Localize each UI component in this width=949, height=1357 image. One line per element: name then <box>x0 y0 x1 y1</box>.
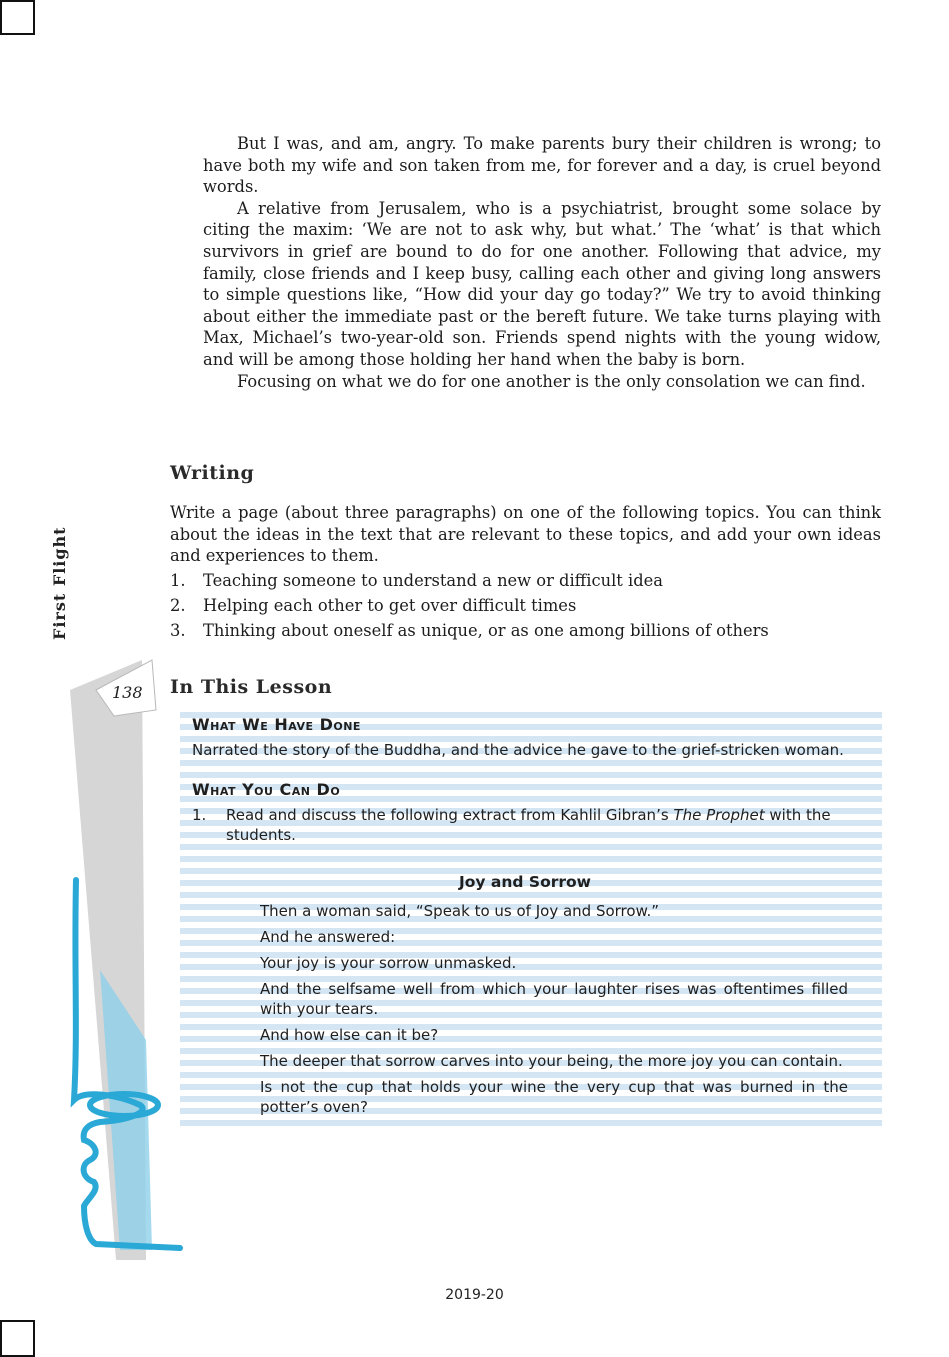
face-illustration <box>60 650 190 1260</box>
poem-line: Then a woman said, “Speak to us of Joy and Sorrow.” <box>260 902 660 920</box>
poem-line: And he answered: <box>260 928 396 946</box>
page-number: 138 <box>112 683 143 702</box>
lesson-heading: In This Lesson <box>170 676 333 698</box>
poem-line: And how else can it be? <box>260 1026 439 1044</box>
list-item <box>170 568 881 593</box>
activity-item <box>192 805 858 845</box>
story-paragraph: Focusing on what we do for one another is the only consolation we can find. <box>237 371 866 391</box>
story-text <box>203 133 881 392</box>
activity-text-before: Read and discuss the following extract from Kahlil Gibran’s <box>226 806 674 824</box>
crop-mark-bottom <box>0 1320 35 1357</box>
topic-list <box>170 568 881 643</box>
poem-line: And the selfsame well from which your laughter rises was oftentimes filled with your tears. <box>260 980 848 1018</box>
poem-line: Your joy is your sorrow unmasked. <box>260 954 517 972</box>
writing-intro: Write a page (about three paragraphs) on one of the following topics. You can think about the ideas in the text that are relevant to these topics, and add your own ideas and experiences to them. <box>170 503 881 566</box>
poem-line: Is not the cup that holds your wine the very cup that was burned in the potter’s oven? <box>260 1078 848 1116</box>
activity-text <box>226 805 858 845</box>
story-paragraph: A relative from Jerusalem, who is a psychiatrist, brought some solace by citing the maxim: ‘We are not to ask why, but what.’ The ‘what’ is that which survivors in grief are bound to do for one another. Following that advice, my family, close friends and I keep busy, calling each other and giving long answers to simple questions like, “How did your day go today?” We try to avoid thinking about either the immediate past or the bereft future. We take turns playing with Max, Michael’s two-year-old son. Friends spend nights with the young widow, and will be among those holding her hand when the baby is born. <box>203 198 881 369</box>
can-do-title: What You Can Do <box>192 780 341 799</box>
footer-year: 2019-20 <box>445 1287 504 1303</box>
topic-text: Thinking about oneself as unique, or as one among billions of others <box>203 621 769 640</box>
lesson-content <box>192 715 858 1123</box>
poem-line: The deeper that sorrow carves into your being, the more joy you can contain. <box>260 1052 843 1070</box>
activity-text-after: with the students. <box>226 806 831 844</box>
crop-mark-top <box>0 0 35 35</box>
story-paragraph: But I was, and am, angry. To make parents bury their children is wrong; to have both my wife and son taken from me, for forever and a day, is cruel beyond words. <box>203 134 881 197</box>
topic-number: 1. <box>170 571 186 590</box>
list-item <box>170 593 881 618</box>
poem <box>260 901 848 1117</box>
list-item <box>170 618 881 643</box>
book-title: First Flight <box>50 526 69 640</box>
done-text: Narrated the story of the Buddha, and the advice he gave to the grief-stricken woman. <box>192 741 844 759</box>
topic-number: 2. <box>170 596 186 615</box>
done-title: What We Have Done <box>192 715 361 734</box>
topic-text: Helping each other to get over difficult times <box>203 596 577 615</box>
topic-text: Teaching someone to understand a new or difficult idea <box>203 571 663 590</box>
activity-number: 1. <box>192 806 207 824</box>
writing-heading: Writing <box>170 462 255 484</box>
poem-title: Joy and Sorrow <box>459 873 591 891</box>
topic-number: 3. <box>170 621 186 640</box>
book-name: The Prophet <box>673 806 765 824</box>
